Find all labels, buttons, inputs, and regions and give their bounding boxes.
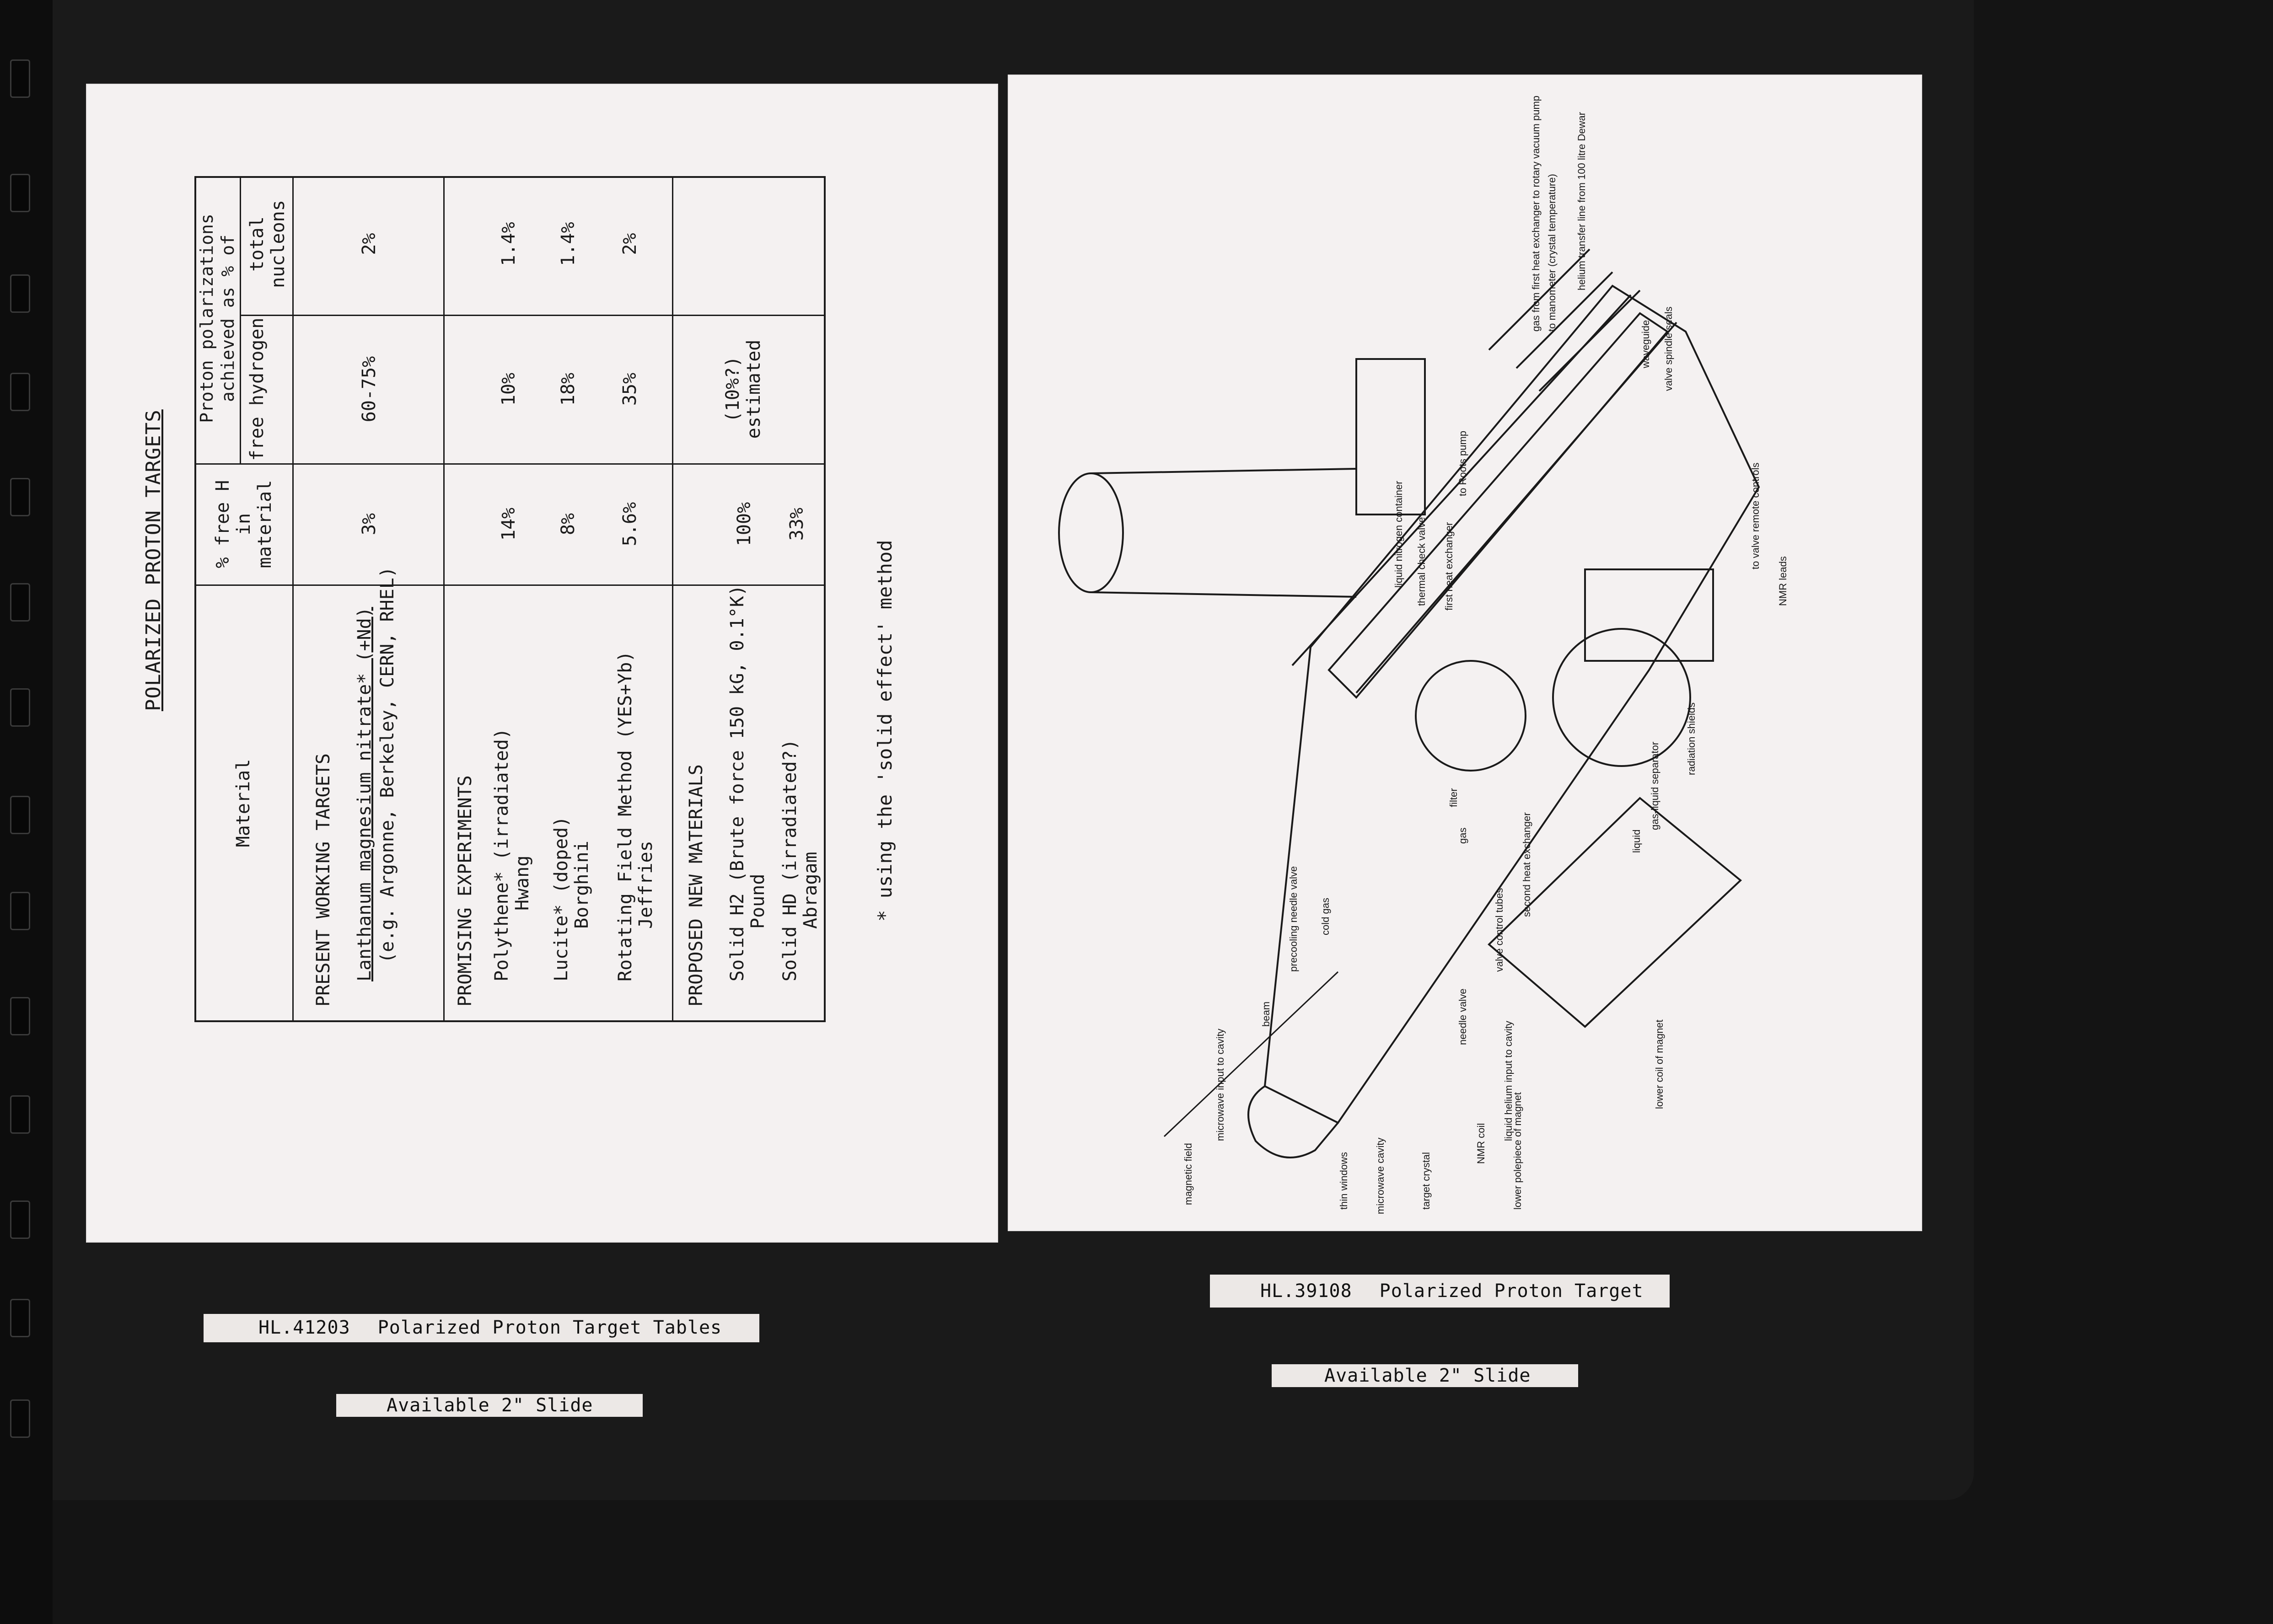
right-caption — [1210, 1275, 1670, 1308]
label-nmr-leads: NMR leads — [1777, 556, 1789, 606]
diagram-print — [1009, 75, 1921, 1230]
binder-hole — [10, 1201, 30, 1239]
label-helium-line: helium transfer line from 100 litre Dewar — [1576, 112, 1587, 290]
label-nmr-coil: NMR coil — [1475, 1123, 1487, 1164]
material-name: Polythene* (irradiated) — [491, 728, 512, 981]
header-free-h: % free H in material — [212, 480, 275, 568]
material-detail: (e.g. Argonne, Berkeley, CERN, RHEL) — [377, 567, 398, 963]
right-caption-id: HL.39108 — [1260, 1281, 1352, 1302]
material-name: Solid HD (irradiated?) — [779, 739, 801, 981]
free-hydrogen-value: 60-75% — [359, 356, 380, 423]
material-detail: Borghini — [571, 841, 592, 929]
label-separator: gas-liquid separator — [1649, 741, 1660, 830]
label-gas-exchanger: gas from first heat exchanger to rotary vacuum pump — [1530, 95, 1542, 332]
label-liquid: liquid — [1631, 829, 1642, 853]
table-title: POLARIZED PROTON TARGETS — [142, 409, 165, 711]
material-name: Rotating Field Method (YES+Yb) — [615, 651, 636, 981]
label-roots-pump: to Roots pump — [1457, 430, 1468, 496]
footnote: * using the 'solid effect' method — [874, 540, 896, 922]
section-heading: PROPOSED NEW MATERIALS — [686, 764, 707, 1007]
microwave-cavity — [1248, 1086, 1338, 1158]
label-remote-controls: to valve remote controls — [1750, 462, 1761, 569]
label-magnetic-field: magnetic field — [1182, 1143, 1194, 1205]
label-lower-coil: lower coil of magnet — [1654, 1019, 1665, 1109]
valve-box — [1585, 569, 1713, 661]
left-caption — [204, 1314, 759, 1342]
binder-hole — [10, 59, 30, 98]
binder-hole — [10, 478, 30, 516]
binder-hole — [10, 373, 30, 411]
total-nucleons-value: 1.4% — [498, 222, 519, 266]
label-check-valve: thermal check valve — [1416, 517, 1427, 606]
label-helium-input: liquid helium input to cavity — [1503, 1021, 1514, 1141]
label-needle-valve: needle valve — [1457, 988, 1468, 1045]
binder-hole — [10, 174, 30, 212]
label-thin-windows: thin windows — [1338, 1152, 1349, 1210]
header-free-hydrogen: free hydrogen — [247, 317, 268, 461]
free-hydrogen-value: 35% — [619, 372, 640, 406]
binder-hole — [10, 892, 30, 930]
label-target-crystal: target crystal — [1420, 1152, 1432, 1210]
rotated-table-page — [87, 85, 997, 1242]
label-radiation-shields: radiation shields — [1686, 702, 1697, 775]
label-filter: filter — [1448, 788, 1459, 807]
cryostat-body — [1265, 286, 1759, 1123]
free-h-value: 3% — [359, 513, 380, 536]
free-hydrogen-value: 10% — [498, 372, 519, 406]
material-name: Solid H2 (Brute force 150 kG, 0.1°K) — [727, 585, 748, 981]
free-hydrogen-value: 18% — [558, 372, 579, 406]
material-detail: Jeffries — [635, 841, 656, 929]
binder-hole — [10, 796, 30, 834]
label-first-exchanger: first heat exchanger — [1443, 522, 1455, 611]
header-material: Material — [233, 759, 254, 847]
dewar-opening — [1059, 473, 1123, 592]
table-print — [87, 85, 997, 1242]
label-valve-spindle: valve spindle seals — [1663, 306, 1674, 391]
label-gas: gas — [1457, 827, 1468, 844]
pump-port — [1356, 359, 1425, 515]
free-h-value: 100% — [734, 502, 755, 547]
binder-hole — [10, 1095, 30, 1134]
binder-hole — [10, 688, 30, 727]
binder-hole — [10, 997, 30, 1035]
material-name: Lanthanum magnesium nitrate* (+Nd) — [354, 607, 375, 981]
left-caption-id: HL.41203 — [258, 1317, 350, 1338]
right-slide-label: Available 2" Slide — [1272, 1364, 1578, 1387]
material-name: Lucite* (doped) — [551, 816, 572, 981]
flange — [1416, 661, 1526, 771]
label-beam: beam — [1260, 1001, 1272, 1027]
label-ln-container: liquid nitrogen container — [1393, 481, 1404, 588]
label-microwave-cavity: microwave cavity — [1375, 1137, 1386, 1214]
material-detail: Abragam — [800, 852, 821, 929]
binder-hole — [10, 1299, 30, 1337]
section-heading: PROMISING EXPERIMENTS — [455, 775, 476, 1007]
material-detail: Pound — [747, 874, 768, 929]
label-valve-control: valve control tubes — [1494, 888, 1505, 972]
polarization-table — [194, 176, 826, 1022]
flange — [1553, 629, 1690, 766]
total-nucleons-value: 1.4% — [558, 222, 579, 266]
free-h-value: 5.6% — [619, 502, 640, 547]
label-waveguide: waveguide — [1640, 320, 1651, 368]
label-manometer: to manometer (crystal temperature) — [1546, 174, 1558, 332]
total-nucleons-value: 2% — [619, 233, 640, 255]
header-total-nucleons: total nucleons — [247, 200, 289, 288]
binder-hole — [10, 1399, 30, 1438]
label-second-exchanger: second heat exchanger — [1521, 812, 1532, 917]
header-polarization: Proton polarizations achieved as % of — [197, 214, 238, 423]
label-lower-polepiece: lower polepiece of magnet — [1512, 1092, 1523, 1210]
section-heading: PRESENT WORKING TARGETS — [313, 753, 334, 1007]
free-h-value: 8% — [558, 513, 579, 536]
total-nucleons-value: 2% — [359, 233, 380, 255]
proton-target-diagram — [1009, 75, 1921, 1230]
material-detail: Hwang — [512, 855, 533, 911]
left-caption-text: Polarized Proton Target Tables — [377, 1317, 722, 1338]
label-microwave-input: microwave input to cavity — [1214, 1029, 1226, 1141]
free-h-value: 33% — [786, 507, 807, 541]
binder-hole — [10, 583, 30, 622]
label-precooling-valve: precooling needle valve — [1288, 866, 1299, 972]
label-cold-gas: cold gas — [1320, 898, 1331, 935]
binder-hole — [10, 274, 30, 313]
binder-strip — [0, 0, 53, 1624]
right-caption-text: Polarized Proton Target — [1379, 1281, 1644, 1302]
left-slide-label: Available 2" Slide — [336, 1394, 643, 1417]
free-h-value: 14% — [498, 507, 519, 541]
free-hydrogen-value: (10%?) estimated — [722, 339, 764, 439]
